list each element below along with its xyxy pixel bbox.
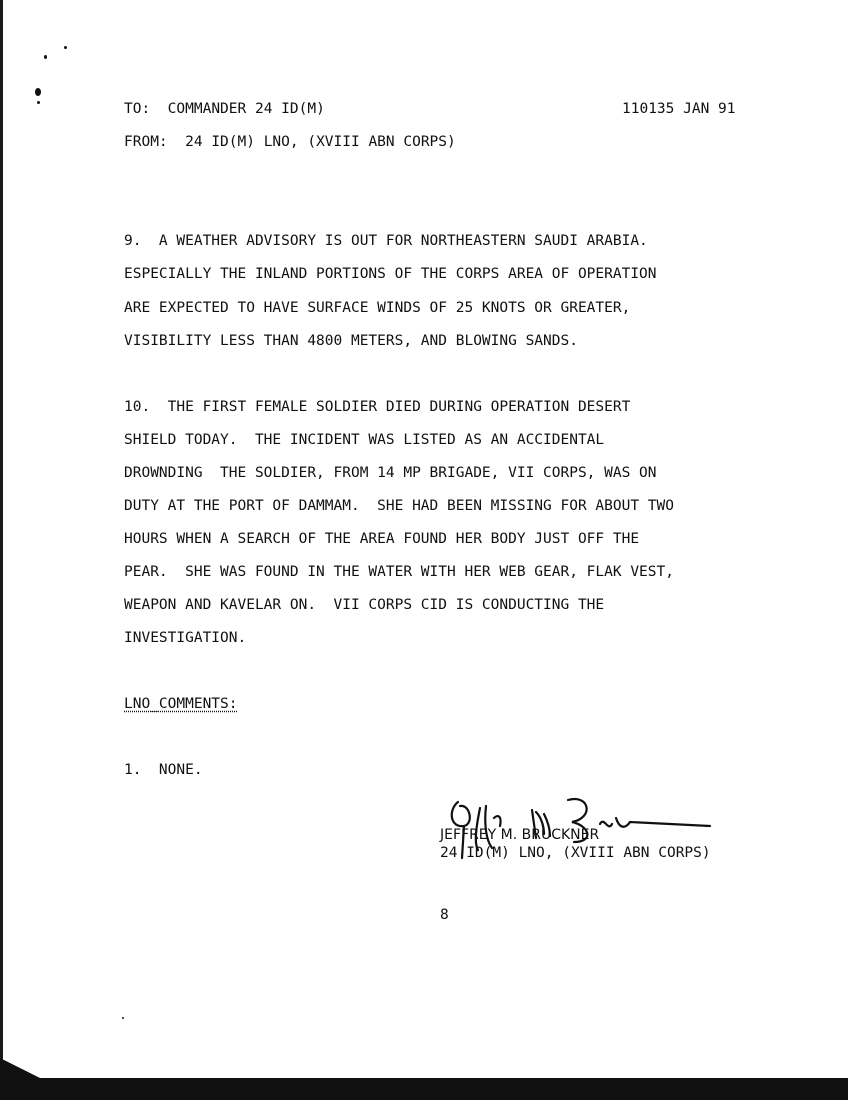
paragraph-10-line: SHIELD TODAY. THE INCIDENT WAS LISTED AS AN ACCIDENTAL [124,432,605,448]
paragraph-10-line: PEAR. SHE WAS FOUND IN THE WATER WITH HER WEB GEAR, FLAK VEST, [124,564,674,580]
paragraph-9-line: 9. A WEATHER ADVISORY IS OUT FOR NORTHEASTERN SAUDI ARABIA. [124,233,648,249]
scan-bottom-edge [0,1078,848,1100]
paragraph-9-line: ARE EXPECTED TO HAVE SURFACE WINDS OF 25 KNOTS OR GREATER, [124,300,631,316]
from-value: 24 ID(M) LNO, (XVIII ABN CORPS) [185,134,456,150]
signature-name: JEFFREY M. BRUCKNER [440,827,600,843]
from-line [124,133,456,151]
scan-speck [37,101,40,104]
from-label: FROM: [124,134,168,150]
to-value: COMMANDER 24 ID(M) [167,101,325,117]
scan-speck [35,88,41,96]
paragraph-10-line: HOURS WHEN A SEARCH OF THE AREA FOUND HER BODY JUST OFF THE [124,531,640,547]
paragraph-10-line: INVESTIGATION. [124,630,247,646]
page-number: 8 [440,907,449,923]
paragraph-9-line: ESPECIALLY THE INLAND PORTIONS OF THE CORPS AREA OF OPERATION [124,266,657,282]
to-label: TO: [124,101,151,117]
scan-left-edge [0,0,3,1060]
paragraph-10-line: DROWNDING THE SOLDIER, FROM 14 MP BRIGADE, VII CORPS, WAS ON [124,465,657,481]
signature-title: 24 ID(M) LNO, (XVIII ABN CORPS) [440,845,711,861]
date-time-group: 110135 JAN 91 [622,101,736,117]
paragraph-10-line: 10. THE FIRST FEMALE SOLDIER DIED DURING OPERATION DESERT [124,399,631,415]
comment-item-1: 1. NONE. [124,762,203,778]
scan-speck [44,55,47,59]
paragraph-10-line: DUTY AT THE PORT OF DAMMAM. SHE HAD BEEN MISSING FOR ABOUT TWO [124,498,674,514]
to-line [124,100,325,118]
scan-speck [64,46,67,49]
lno-comments-heading: LNO_COMMENTS: [124,696,238,712]
paragraph-10-line: WEAPON AND KAVELAR ON. VII CORPS CID IS CONDUCTING THE [124,597,605,613]
paragraph-9-line: VISIBILITY LESS THAN 4800 METERS, AND BLOWING SANDS. [124,333,578,349]
scan-bottom-wedge [0,1058,40,1078]
scan-speck [122,1017,124,1019]
